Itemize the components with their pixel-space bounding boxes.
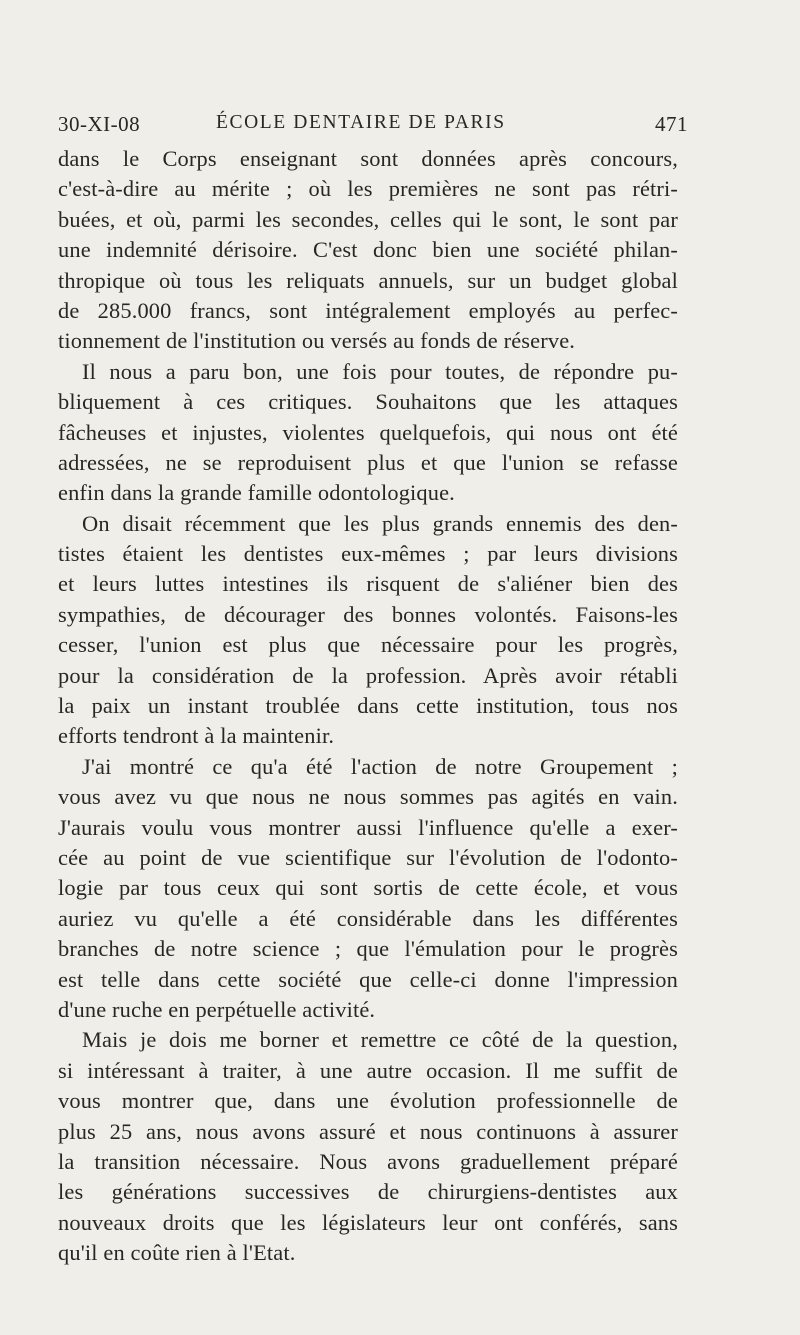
text-line: dans le Corps enseignant sont données après concours, xyxy=(58,146,678,171)
text-line: cesser, l'union est plus que nécessaire pour les progrès, xyxy=(58,632,678,658)
text-line: bliquement à ces critiques. Souhaitons que les attaques xyxy=(58,389,678,415)
text-line: la transition nécessaire. Nous avons graduellement préparé xyxy=(58,1148,678,1174)
text-line: efforts tendront à la maintenir. xyxy=(58,723,335,749)
header-date: 30-XI-08 xyxy=(58,112,141,136)
text-line: adressées, ne se reproduisent plus et que l'union se refasse xyxy=(58,449,678,475)
text-line: une indemnité dérisoire. C'est donc bien une société philan- xyxy=(58,237,678,263)
text-line: plus 25 ans, nous avons assuré et nous continuons à assurer xyxy=(58,1118,678,1144)
text-line: enfin dans la grande famille odontologique. xyxy=(58,480,455,506)
text-line: si intéressant à traiter, à une autre occasion. Il me suffit de xyxy=(58,1057,678,1083)
text-line: thropique où tous les reliquats annuels, sur un budget global xyxy=(58,267,678,293)
paragraph xyxy=(58,144,678,357)
text-line: tistes étaient les dentistes eux-mêmes ; par leurs divisions xyxy=(58,541,678,567)
text-line: J'aurais voulu vous montrer aussi l'influence qu'elle a exer- xyxy=(58,814,678,840)
page-number: 471 xyxy=(655,112,688,136)
text-line: et leurs luttes intestines ils risquent de s'aliéner bien des xyxy=(58,571,678,597)
text-line: qu'il en coûte rien à l'Etat. xyxy=(58,1240,296,1266)
running-head xyxy=(58,112,688,142)
text-line: branches de notre science ; que l'émulation pour le progrès xyxy=(58,936,678,962)
text-line: On disait récemment que les plus grands ennemis des den- xyxy=(82,510,678,536)
text-line: Il nous a paru bon, une fois pour toutes, de répondre pu- xyxy=(82,358,678,384)
paragraph xyxy=(58,357,678,509)
body-text xyxy=(58,144,678,1268)
text-line: J'ai montré ce qu'a été l'action de notre Groupement ; xyxy=(82,753,678,779)
text-line: pour la considération de la profession. Après avoir rétabli xyxy=(58,662,678,688)
text-line: sympathies, de décourager des bonnes volontés. Faisons-les xyxy=(58,601,678,627)
text-line: de 285.000 francs, sont intégralement employés au perfec- xyxy=(58,297,678,323)
text-line: les générations successives de chirurgiens-dentistes aux xyxy=(58,1179,678,1205)
text-line: vous montrer que, dans une évolution professionnelle de xyxy=(58,1088,678,1114)
paragraph xyxy=(58,752,678,1026)
text-line: la paix un instant troublée dans cette institution, tous nos xyxy=(58,693,678,719)
text-line: cée au point de vue scientifique sur l'évolution de l'odonto- xyxy=(58,844,678,870)
paragraph xyxy=(58,509,678,752)
text-line: fâcheuses et injustes, violentes quelquefois, qui nous ont été xyxy=(58,419,678,445)
header-title: ÉCOLE DENTAIRE DE PARIS xyxy=(216,112,506,133)
text-line: nouveaux droits que les législateurs leur ont conférés, sans xyxy=(58,1209,678,1235)
text-line: d'une ruche en perpétuelle activité. xyxy=(58,996,376,1022)
text-line: est telle dans cette société que celle-ci donne l'impression xyxy=(58,966,678,992)
text-line: Mais je dois me borner et remettre ce côté de la question, xyxy=(82,1027,678,1053)
text-line: vous avez vu que nous ne nous sommes pas agités en vain. xyxy=(58,784,678,810)
text-line: logie par tous ceux qui sont sortis de cette école, et vous xyxy=(58,875,678,901)
text-line: buées, et où, parmi les secondes, celles qui le sont, le sont par xyxy=(58,206,678,232)
text-line: c'est-à-dire au mérite ; où les premières ne sont pas rétri- xyxy=(58,176,678,202)
text-line: auriez vu qu'elle a été considérable dans les différentes xyxy=(58,905,678,931)
text-line: tionnement de l'institution ou versés au fonds de réserve. xyxy=(58,328,576,354)
paragraph xyxy=(58,1025,678,1268)
